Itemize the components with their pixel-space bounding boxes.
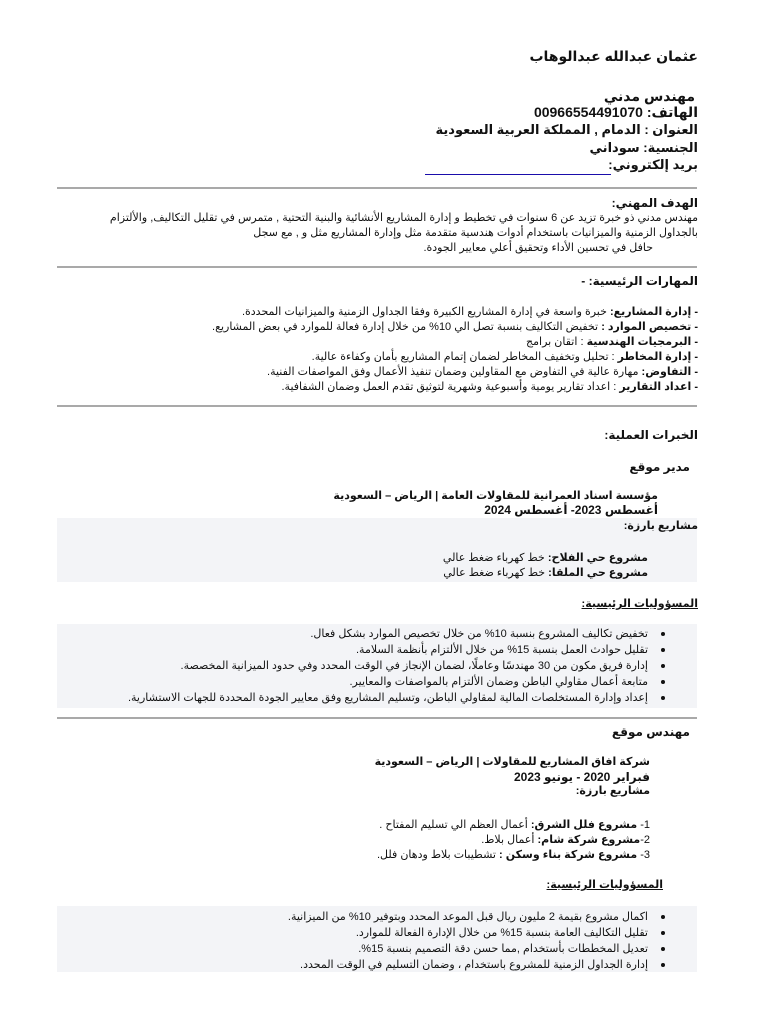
responsibility-item: إدارة الجداول الزمنية للمشروع باستخدام ، وضمان التسليم في الوقت المحدد.: [300, 959, 648, 971]
divider: [57, 405, 697, 407]
responsibility-item: تقليل حوادث العمل بنسبة 15% من خلال الألتزام بأنظمة السلامة.: [355, 644, 648, 656]
objective-line: مهندس مدني ذو خبرة تزيد عن 6 سنوات في تخطيط و إدارة المشاريع الأنشائية والبنية التحتية , متمرس في تقليل التكاليف, والألتزام: [109, 212, 698, 224]
nationality: الجنسية: سوداني: [589, 140, 698, 155]
job1-company: مؤسسة اسناد العمرانية للمقاولات العامة | الرياض – السعودية: [333, 490, 658, 502]
skill-item: - التفاوض: مهارة عالية في التفاوض مع المقاولين وضمان تنفيذ الأعمال وفق المواصفات الفنية.: [267, 366, 698, 378]
bullet-icon: [661, 648, 665, 652]
job2-period: فبراير 2020 - يونيو 2023: [513, 770, 650, 784]
skills-heading: المهارات الرئيسية: -: [581, 274, 698, 288]
job1-resp-heading: المسؤوليات الرئيسية:: [581, 598, 698, 610]
project-item: 1- مشروع فلل الشرق: أعمال العظم الي تسليم المفتاح .: [379, 819, 650, 831]
responsibility-item: تعديل المخططات بأستخدام ,مما حسن دقة التصميم بنسبة 15%.: [358, 943, 648, 955]
bullet-icon: [661, 915, 665, 919]
bullet-icon: [661, 696, 665, 700]
job1-title: مدير موقع: [629, 460, 690, 474]
objective-heading: الهدف المهني:: [611, 196, 698, 210]
responsibility-item: إدارة فريق مكون من 30 مهندسًا وعاملًا، لضمان الإنجاز في الوقت المحدد وفي حدود الميزانية المخصصة.: [180, 660, 648, 672]
skill-item: - البرمجيات الهندسية : اتقان برامج: [526, 336, 698, 348]
divider: [57, 187, 697, 189]
divider: [57, 266, 697, 268]
bullet-icon: [661, 963, 665, 967]
job-title: مهندس مدني: [603, 88, 695, 104]
experience-heading: الخبرات العملية:: [604, 428, 698, 442]
bullet-icon: [661, 664, 665, 668]
objective-line: حافل في تحسين الأداء وتحقيق أعلي معايير الجودة.: [423, 242, 653, 254]
bullet-icon: [661, 947, 665, 951]
job2-company: شركة افاق المشاريع للمقاولات | الرياض – السعودية: [374, 756, 650, 768]
skill-item: - إدارة المشاريع: خبرة واسعة في إدارة المشاريع الكبيرة وفقا الجداول الزمنية والميزانيات المحددة.: [241, 306, 698, 318]
project-item: مشروع حي الملقا: خط كهرباء ضغط عالي: [443, 567, 648, 579]
project-item: مشروع حي الفلاح: خط كهرباء ضغط عالي: [442, 552, 648, 564]
job2-projects-heading: مشاريع بارزة:: [575, 785, 650, 797]
project-item: 3- مشروع شركة بناء وسكن : تشطيبات بلاط ودهان فلل.: [377, 849, 650, 861]
project-item: 2-مشروع شركة شام: أعمال بلاط.: [481, 834, 650, 846]
person-name: عثمان عبدالله عبدالوهاب: [529, 48, 698, 64]
email-link[interactable]: [425, 174, 611, 175]
job1-period: أغسطس 2023- أغسطس 2024: [484, 503, 658, 517]
responsibility-item: تقليل التكاليف العامة بنسبة 15% من خلال الإدارة الفعالة للموارد.: [355, 927, 648, 939]
job2-resp-heading: المسؤوليات الرئيسية:: [546, 879, 663, 891]
phone: الهاتف: 00966554491070: [533, 104, 698, 120]
responsibility-item: اكمال مشروع بقيمة 2 مليون ريال قبل الموعد المحدد وبتوفير 10% من الميزانية.: [287, 911, 648, 923]
address: العنوان : الدمام , المملكة العربية السعودية: [435, 122, 698, 137]
skill-item: - إدارة المخاطر : تحليل وتخفيف المخاطر لضمان إتمام المشاريع بأمان وكفاءة عالية.: [311, 351, 698, 363]
email-label: بريد إلكتروني:: [608, 157, 698, 172]
skill-item: - اعداد التقارير : اعداد تقارير يومية وأسبوعية وشهرية لتوثيق تقدم العمل وضمان الشفافية.: [281, 381, 698, 393]
divider: [57, 717, 697, 719]
job2-title: مهندس موقع: [611, 725, 690, 739]
bullet-icon: [661, 680, 665, 684]
responsibility-item: تخفيض تكاليف المشروع بنسبة 10% من خلال تخصيص الموارد بشكل فعال.: [310, 628, 648, 640]
skill-item: - تخصيص الموارد : تخفيض التكاليف بنسبة تصل الي 10% من خلال إدارة فعالة للموارد في بعض المشاريع.: [212, 321, 698, 333]
responsibility-item: إعداد وإدارة المستخلصات المالية لمقاولي الباطن، وتسليم المشاريع وفق معايير الجودة المحددة للجهات الاستشارية.: [127, 692, 648, 704]
job1-projects-heading: مشاريع بارزة:: [623, 520, 698, 532]
bullet-icon: [661, 632, 665, 636]
email-row: [608, 157, 698, 173]
bullet-icon: [661, 931, 665, 935]
responsibility-item: متابعة أعمال مقاولي الباطن وضمان الألتزام بالمواصفات والمعايير.: [349, 676, 648, 688]
objective-line: بالجداول الزمنية والميزانيات باستخدام أدوات هندسية متقدمة مثل وإدارة المشاريع مثل و , مع سجل: [253, 227, 698, 239]
